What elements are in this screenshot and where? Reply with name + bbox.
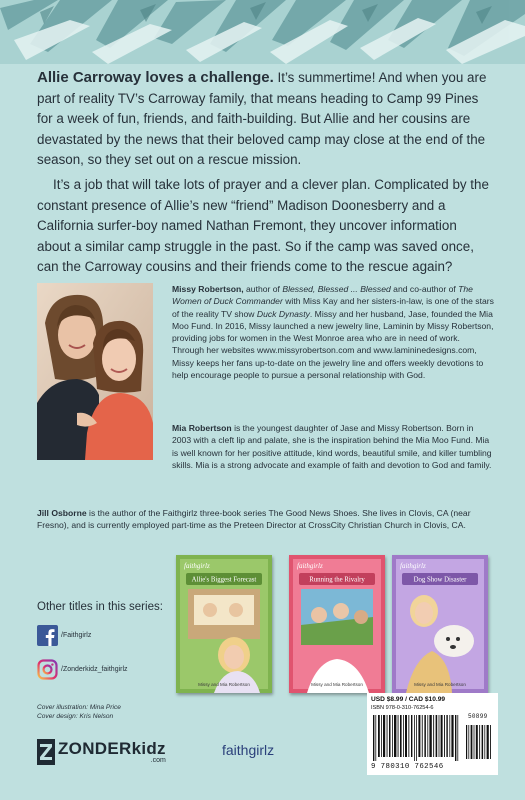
blurb-paragraph-1 [37,68,489,171]
series-book-cover-1 [176,555,272,693]
missy-bio-name: Missy Robertson, [172,284,244,294]
missy-bio-text: . Missy and her husband, Jase, founded the Mia Moo Fund. In 2016, Missy launched a new jewelry line, Laminin by Missy Robertson, providing jobs for women in the West Monroe area who are in need of work. Through her websites www.missyrobertson.com and www.lamininedesigns.com, Missy keeps her fans up-to-date on the jewelry line and offers weekly devotions to help encourage people to pursue a personal relationship with God. [172,308,494,381]
series-book-cover-2 [289,555,385,693]
publisher-suffix: .com [150,757,166,764]
barcode-addon: 50899 [468,713,488,720]
barcode-isbn: ISBN 978-0-310-76254-6 [371,705,434,711]
missy-bio-book-1: Blessed, Blessed ... Blessed [282,284,391,294]
book-2-series: faithgirlz [297,562,323,570]
barcode-price: USD $8.99 / CAD $10.99 [371,696,446,703]
series-label: Other titles in this series: [37,601,163,613]
book-2-title: Running the Rivalry [309,576,365,584]
isbn-barcode [367,693,498,775]
author-photo [37,283,153,460]
faithgirlz-logo [222,742,274,758]
jill-bio-text: is the author of the Faithgirlz three-book series The Good News Shoes. She lives in Clovis, CA (near Fresno), and is currently employed part-time as the Preteen Director at CrossCity Christian Church in Clovis, CA. [37,508,471,531]
missy-robertson-bio [172,283,494,381]
missy-bio-text: author of [243,284,283,294]
book-1-authors: Missy and Mia Robertson [198,682,250,687]
barcode-bars [367,715,498,763]
missy-bio-book-2: The Women of Duck Commander [172,284,473,307]
book-2-authors: Missy and Mia Robertson [311,682,363,687]
mia-bio-name: Mia Robertson [172,423,232,433]
design-credit: Cover design: Kris Nelson [37,713,114,720]
mia-robertson-bio [172,422,494,471]
illustration-credit: Cover illustration: Mina Price [37,704,121,711]
zonderkidz-z-icon [37,739,55,765]
facebook-handle-text: /Faithgirlz [61,632,92,639]
book-1-title: Allie's Biggest Forecast [191,576,257,584]
barcode-digits: 9 780310 762546 [371,763,444,771]
book-1-series: faithgirlz [184,562,210,570]
zonderkidz-logo [37,739,166,765]
missy-bio-show: Duck Dynasty [256,308,310,319]
missy-bio-text: and co-author of [390,284,459,294]
cover-credits [37,703,121,721]
book-3-series: faithgirlz [400,562,426,570]
blurb-paragraph-1-text: It’s summertime! And when you are part of reality TV’s Carroway family, that means heading to Camp 99 Pines for a week of fun, friends, and faith-building. But Allie and her cousins are devastated by the news that their beloved camp may close at the end of the season, so they set out on a rescue mission. [37,70,487,168]
instagram-icon [37,659,58,680]
facebook-icon [37,625,58,646]
book-3-authors: Missy and Mia Robertson [414,682,466,687]
jill-bio-name: Jill Osborne [37,508,87,518]
blurb-paragraph-2: It’s a job that will take lots of prayer and a clever plan. Complicated by the constant presence of Allie’s new “friend” Madison Doonesberry and a California surfer-boy named Nathan Fremont, they uncover information about a similar camp struggle in the past. So if the camp was saved once, can the Carroway cousins and their friends come to the rescue again? [37,176,489,275]
publisher-name: ZONDERkidz [58,739,166,758]
facebook-handle [37,625,91,646]
book-blurb [37,68,489,278]
imprint-name: faithgirlz [222,742,275,758]
instagram-handle [37,659,128,680]
book-3-title: Dog Show Disaster [413,576,467,584]
blurb-lead: Allie Carroway loves a challenge. [37,69,274,86]
top-pattern-decoration [0,0,525,64]
jill-osborne-bio [37,507,497,532]
mia-bio-text: is the youngest daughter of Jase and Missy Robertson. Born in 2003 with a cleft lip and palate, she is the inspiration behind the Mia Moo Fund. Mia is well known for her positive attitude, kind words, beautiful smile, and killer tumbling skills. Mia is a strong advocate and example of faith and devotion to God and family. [172,423,492,470]
series-book-cover-3 [392,555,488,693]
instagram-handle-text: /Zonderkidz_faithgirlz [61,666,128,673]
missy-bio-text: with Miss Kay and her sisters-in-law, is one of the stars of the reality TV show [172,296,494,319]
